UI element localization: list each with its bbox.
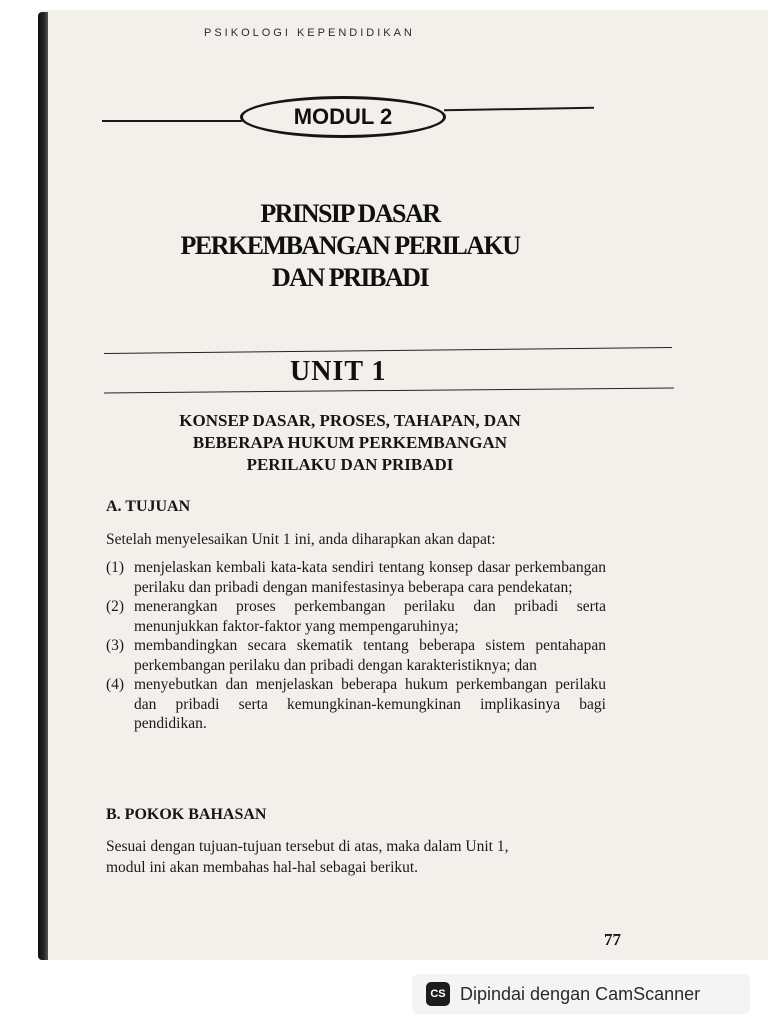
module-title-line-1: PRINSIP DASAR — [260, 199, 440, 228]
running-header: PSIKOLOGI KEPENDIDIKAN — [204, 27, 415, 39]
unit-title: UNIT 1 — [290, 356, 387, 387]
book-spine-shadow — [38, 12, 48, 960]
camscanner-badge — [412, 974, 750, 1014]
unit-subtitle-line-3: PERILAKU DAN PRIBADI — [246, 455, 454, 474]
camscanner-text: Dipindai dengan CamScanner — [460, 983, 701, 1004]
section-a-heading: A. TUJUAN — [106, 498, 191, 515]
section-b-line-1: Sesuai dengan tujuan-tujuan tersebut di atas, maka dalam Unit 1, — [106, 838, 509, 855]
page-number: 77 — [604, 930, 621, 949]
module-title — [140, 198, 560, 294]
objectives-list — [106, 558, 606, 734]
list-item-text: menyebutkan dan menjelaskan beberapa hukum perkembangan perilaku dan pribadi serta kemungkinan-kemungkinan implikasinya bagi pendidikan. — [134, 676, 606, 732]
unit-subtitle-line-2: BEBERAPA HUKUM PERKEMBANGAN — [192, 433, 508, 452]
list-item-number: (1) — [106, 559, 125, 576]
section-b-line-2: modul ini akan membahas hal-hal sebagai berikut. — [106, 859, 419, 876]
camscanner-icon: CS — [426, 982, 450, 1006]
list-item-text: menerangkan proses perkembangan perilaku dan pribadi serta menunjukkan faktor-faktor yang mempengaruhinya; — [134, 598, 606, 635]
unit-subtitle-line-1: KONSEP DASAR, PROSES, TAHAPAN, DAN — [179, 411, 521, 430]
list-item — [106, 597, 606, 636]
list-item-number: (2) — [106, 598, 125, 615]
list-item-number: (3) — [106, 637, 125, 654]
list-item — [106, 558, 606, 597]
section-b-heading: B. POKOK BAHASAN — [106, 806, 267, 823]
list-item-text: menjelaskan kembali kata-kata sendiri tentang konsep dasar perkembangan perilaku dan pribadi dengan manifestasinya beberapa cara pendekatan; — [134, 559, 606, 596]
section-a-intro: Setelah menyelesaikan Unit 1 ini, anda diharapkan akan dapat: — [106, 531, 496, 548]
module-title-line-2: PERKEMBANGAN PERILAKU — [180, 231, 520, 260]
list-item-number: (4) — [106, 676, 125, 693]
unit-subtitle — [140, 410, 560, 476]
list-item-text: membandingkan secara skematik tentang beberapa sistem pentahapan perkembangan perilaku dan pribadi dengan karakteristiknya; dan — [134, 637, 606, 674]
list-item — [106, 636, 606, 675]
module-title-line-3: DAN PRIBADI — [271, 263, 429, 292]
modul-line-left — [102, 120, 242, 122]
modul-label: MODUL 2 — [240, 96, 446, 138]
list-item — [106, 675, 606, 734]
